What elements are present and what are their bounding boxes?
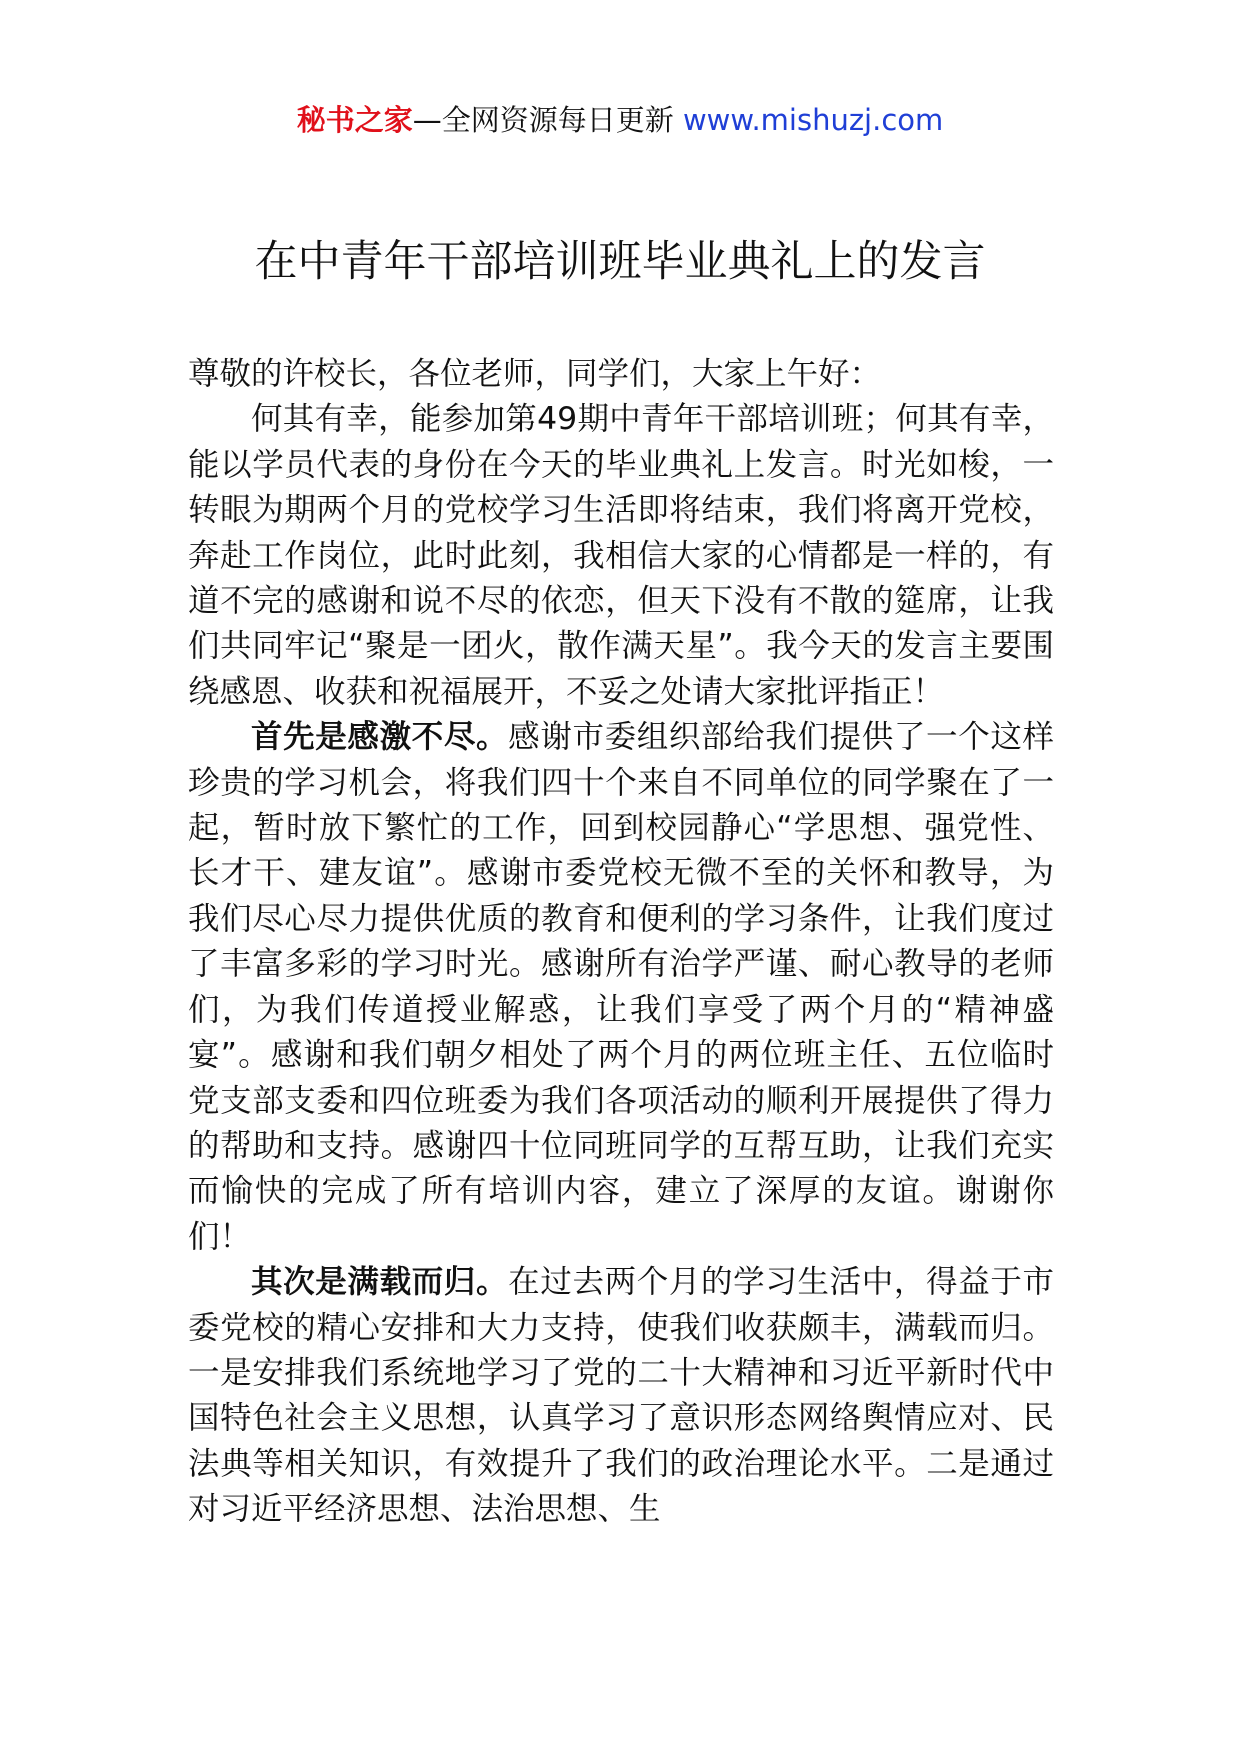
paragraph-lead: 首先是感激不尽。 bbox=[251, 719, 509, 756]
paragraph-harvest bbox=[188, 1260, 1054, 1532]
brand-name: 秘书之家 bbox=[296, 103, 413, 137]
salutation: 尊敬的许校长，各位老师，同学们，大家上午好： bbox=[188, 356, 882, 392]
header-tagline: —全网资源每日更新 bbox=[412, 103, 674, 137]
paragraph-gratitude bbox=[188, 715, 1054, 1260]
paragraph-lead: 其次是满载而归。 bbox=[251, 1264, 509, 1301]
document-body bbox=[188, 352, 1054, 1533]
paragraph-text: 在过去两个月的学习生活中，得益于市委党校的精心安排和大力支持，使我们收获颇丰，满载而归。一是安排我们系统地学习了党的二十大精神和习近平新时代中国特色社会主义思想，认真学习了意识形态网络舆情应对、民法典等相关知识，有效提升了我们的政治理论水平。二是通过对习近平经济思想、法治思想、生 bbox=[188, 1264, 1054, 1528]
document-title: 在中青年干部培训班毕业典礼上的发言 bbox=[254, 237, 986, 287]
paragraph-text: 何其有幸，能参加第49期中青年干部培训班；何其有幸，能以学员代表的身份在今天的毕业典礼上发言。时光如梭，一转眼为期两个月的党校学习生活即将结束，我们将离开党校，奔赴工作岗位，此时此刻，我相信大家的心情都是一样的，有道不完的感谢和说不尽的依恋，但天下没有不散的筵席，让我们共同牢记“聚是一团火，散作满天星”。我今天的发言主要围绕感恩、收获和祝福展开，不妥之处请大家批评指正！ bbox=[188, 401, 1054, 710]
website-link[interactable]: www.mishuzj.com bbox=[682, 103, 944, 137]
paragraph-text: 感谢市委组织部给我们提供了一个这样珍贵的学习机会，将我们四十个来自不同单位的同学聚在了一起，暂时放下繁忙的工作，回到校园静心“学思想、强党性、长才干、建友谊”。感谢市委党校无微不至的关怀和教导，为我们尽心尽力提供优质的教育和便利的学习条件，让我们度过了丰富多彩的学习时光。感谢所有治学严谨、耐心教导的老师们，为我们传道授业解惑，让我们享受了两个月的“精神盛宴”。感谢和我们朝夕相处了两个月的两位班主任、五位临时党支部支委和四位班委为我们各项活动的顺利开展提供了得力的帮助和支持。感谢四十位同班同学的互帮互助，让我们充实而愉快的完成了所有培训内容，建立了深厚的友谊。谢谢你们！ bbox=[188, 719, 1054, 1255]
page-header bbox=[0, 100, 1240, 140]
paragraph-intro bbox=[188, 397, 1054, 715]
